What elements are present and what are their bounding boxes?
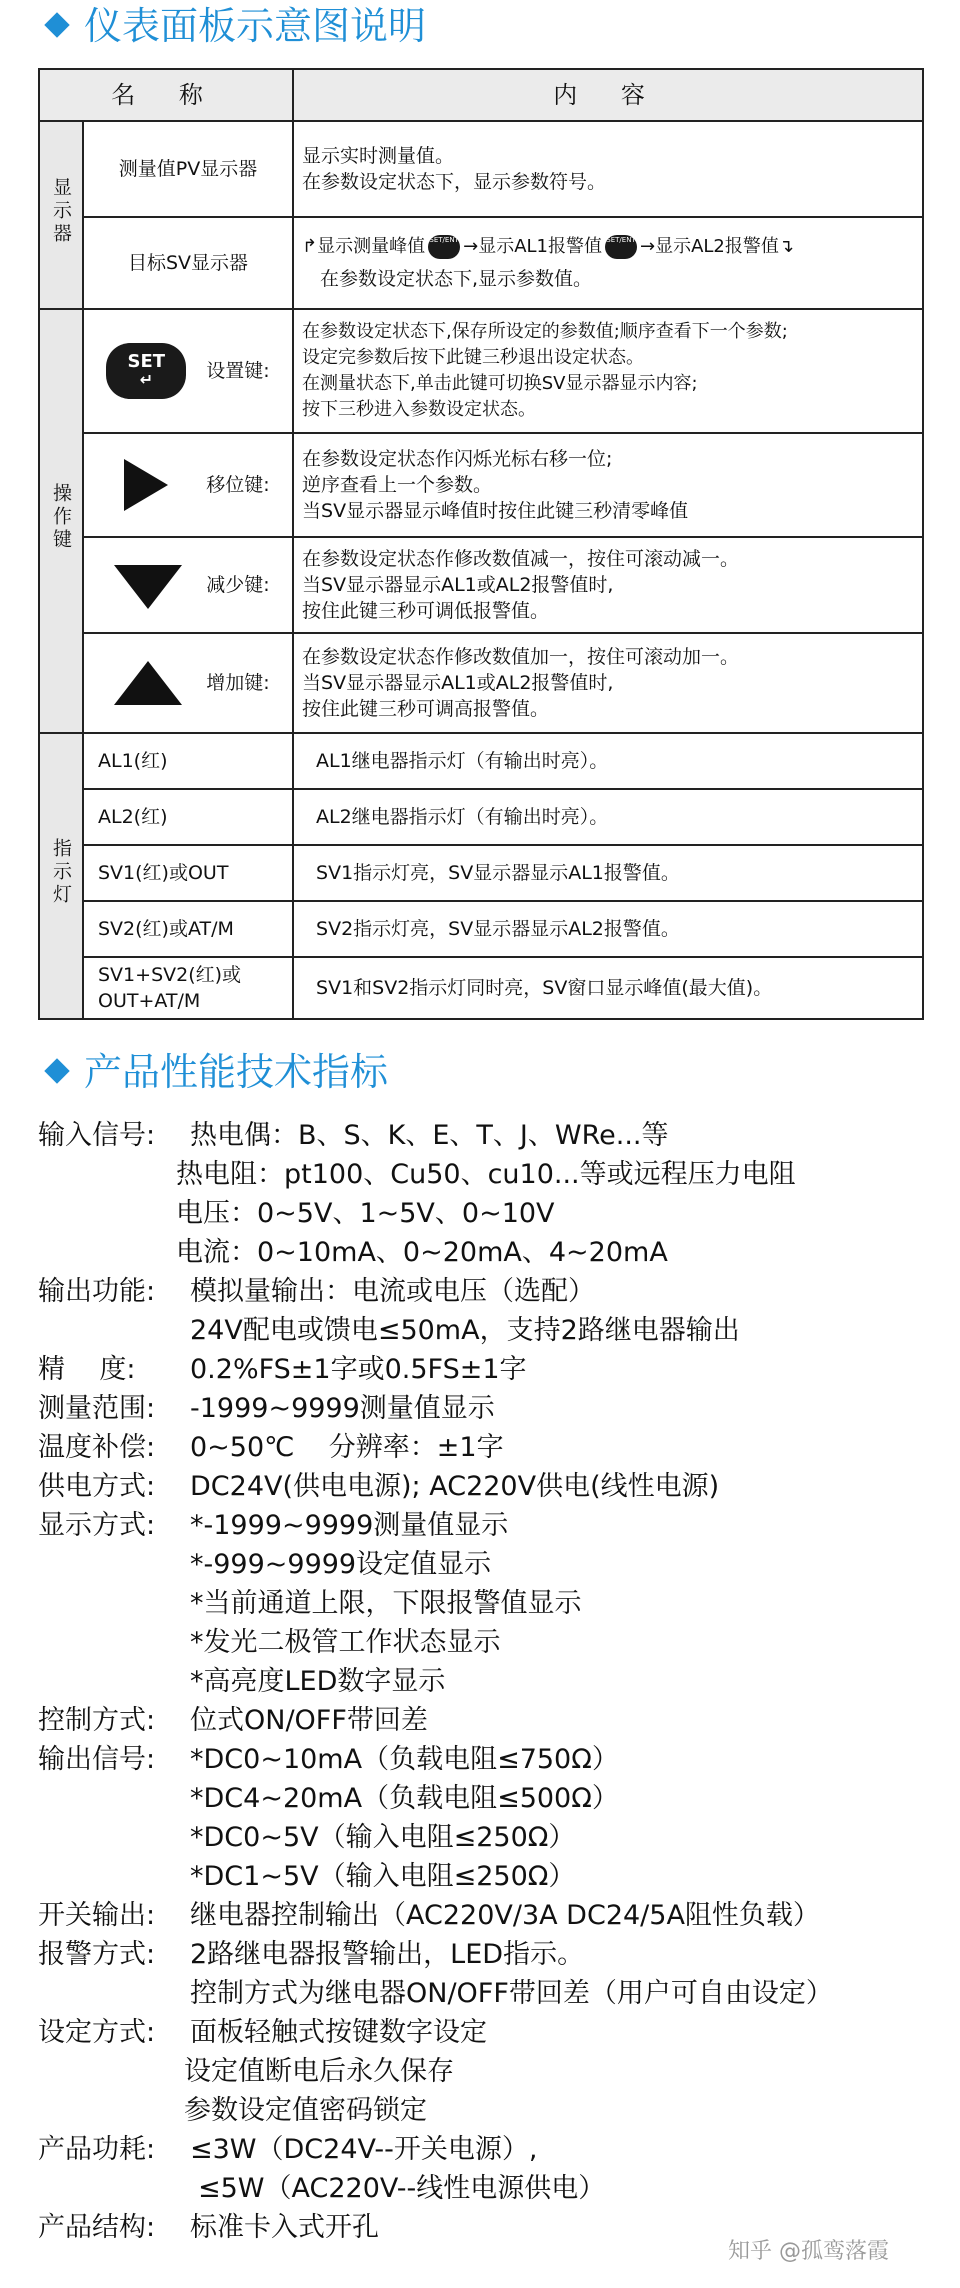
row-content: 在参数设定状态下,保存所设定的参数值;顺序查看下一个参数; 设定完参数后按下此键三秒退出设定状态。 在测量状态下,单击此键可切换SV显示器显示内容; 按下三秒进入参数设定状态。 [293, 309, 923, 433]
category-keys: 操作键 [39, 309, 83, 733]
row-content: AL1继电器指示灯（有输出时亮）。 [293, 733, 923, 789]
header-name: 名 称 [39, 69, 293, 121]
spec-item: 开关输出: 继电器控制输出（AC220V/3A DC24/5A阻性负载） [38, 1900, 820, 1931]
sv-display-flow: ↱ 显示测量峰值 SET/ENT → 显示AL1报警值 SET/ENT → 显示AL2报警值 ↴ [302, 234, 914, 260]
spec-item: 输入信号: 热电偶：B、S、K、E、T、J、WRe...等 [38, 1120, 669, 1151]
row-name: AL1(红) [83, 733, 293, 789]
row-name: 减少键: [83, 537, 293, 633]
row-content: SV1和SV2指示灯同时亮，SV窗口显示峰值(最大值)。 [293, 957, 923, 1019]
row-content: SV2指示灯亮，SV显示器显示AL2报警值。 [293, 901, 923, 957]
row-name: 目标SV显示器 [83, 217, 293, 309]
spec-item: 报警方式: 2路继电器报警输出，LED指示。 [38, 1939, 585, 1970]
header-content: 内 容 [293, 69, 923, 121]
right-arrow-key-icon [106, 453, 190, 517]
row-content: AL2继电器指示灯（有输出时亮）。 [293, 789, 923, 845]
table-row [39, 217, 923, 309]
spec-item: 输出功能: 模拟量输出：电流或电压（选配） [38, 1276, 595, 1307]
row-name: SV1+SV2(红)或 OUT+AT/M [83, 957, 293, 1019]
set-key-chip-icon: SET/ENT [605, 235, 637, 259]
category-lights: 指示灯 [39, 733, 83, 1019]
row-name: SV2(红)或AT/M [83, 901, 293, 957]
row-content: 显示实时测量值。 在参数设定状态下，显示参数符号。 [293, 121, 923, 217]
up-arrow-key-icon [106, 651, 190, 715]
table-row [39, 433, 923, 537]
spec-item: 测量范围: -1999~9999测量值显示 [38, 1393, 495, 1424]
flow-arrow-icon: → [463, 236, 479, 257]
spec-item: 温度补偿: 0~50℃ 分辨率：±1字 [38, 1432, 504, 1463]
row-content: SV1指示灯亮，SV显示器显示AL1报警值。 [293, 845, 923, 901]
row-name: SET ↵ 设置键: [83, 309, 293, 433]
table-row [39, 633, 923, 733]
down-arrow-key-icon [106, 553, 190, 617]
spec-item: 设定方式: 面板轻触式按键数字设定 [38, 2017, 487, 2048]
watermark: 知乎 @孤鸾落霞 [728, 2239, 889, 2264]
set-key-chip-icon: SET/ENT [428, 235, 460, 259]
table-row [39, 733, 923, 789]
table-row [39, 901, 923, 957]
row-content: 在参数设定状态作修改数值加一，按住可滚动加一。 当SV显示器显示AL1或AL2报警值时, 按住此键三秒可调高报警值。 [293, 633, 923, 733]
set-key-icon: SET ↵ [106, 339, 190, 403]
table-header-row [39, 69, 923, 121]
flow-return-arrow-icon: ↴ [778, 236, 794, 257]
table-row [39, 957, 923, 1019]
row-content: 在参数设定状态作闪烁光标右移一位; 逆序查看上一个参数。 当SV显示器显示峰值时按住此键三秒清零峰值 [293, 433, 923, 537]
table-row [39, 789, 923, 845]
row-name: AL2(红) [83, 789, 293, 845]
flow-arrow-icon: → [640, 236, 656, 257]
spec-item: 产品结构: 标准卡入式开孔 [38, 2212, 379, 2243]
panel-description-table [38, 68, 924, 1020]
spec-list: 输入信号: 热电偶：B、S、K、E、T、J、WRe...等 热电阻：pt100、Cu50、cu10...等或远程压力电阻 电压：0~5V、1~5V、0~10V 电流：0~10mA、0~20mA、4~20mA 输出功能: 模拟量输出：电流或电压（选配） 24V配电或馈电≤50mA，支持2路继电器输出 精 度: 0.2%FS±1字或0.5FS±1字 测量范围: -1999~9999测量值显示 温度补偿: 0~50℃ 分辨率：±1字 供电方式: DC24V(供电电源); AC220V供电(线性电源) 显示方式: *-1999~9999测量值显示 *-999~9999设定值显示 *当前通道上限，下限报警值显示 *发光二极管工作状态显示 *高亮度LED数字显示 控制方式: 位式ON/OFF带回差 输出信号: *DC0~10mA（负载电阻≤750Ω） *DC4~20mA（负载电阻≤500Ω） *DC0~5V（输入电阻≤250Ω） *DC1~5V（输入电阻≤250Ω） 开关输出: 继电器控制输出（AC220V/3A DC24/5A阻性负载） 报警方式: 2路继电器报警输出，LED指示。 控制方式为继电器ON/OFF带回差（用户可自由设定） 设定方式: 面板轻触式按键数字设定 设定值断电后永久保存 参数设定值密码锁定 产品功耗: ≤3W（DC24V--开关电源）, ≤5W（AC220V--线性电源供电） 产品结构: 标准卡入式开孔 [38, 1116, 938, 2247]
row-content: ↱ 显示测量峰值 SET/ENT → 显示AL1报警值 SET/ENT → 显示AL2报警值 ↴ 在参数设定状态下,显示参数值。 [293, 217, 923, 309]
spec-item: 产品功耗: ≤3W（DC24V--开关电源）, [38, 2134, 538, 2165]
spec-item: 显示方式: *-1999~9999测量值显示 [38, 1510, 509, 1541]
row-content: 在参数设定状态作修改数值减一，按住可滚动减一。 当SV显示器显示AL1或AL2报警值时, 按住此键三秒可调低报警值。 [293, 537, 923, 633]
spec-item: 供电方式: DC24V(供电电源); AC220V供电(线性电源) [38, 1471, 720, 1502]
row-name: 增加键: [83, 633, 293, 733]
row-name: SV1(红)或OUT [83, 845, 293, 901]
row-name: 移位键: [83, 433, 293, 537]
table-row [39, 845, 923, 901]
diamond-bullet-icon [44, 1058, 69, 1083]
table-row [39, 537, 923, 633]
diamond-bullet-icon [44, 12, 69, 37]
row-name: 测量值PV显示器 [83, 121, 293, 217]
table-row [39, 121, 923, 217]
spec-item: 精 度: 0.2%FS±1字或0.5FS±1字 [38, 1354, 527, 1385]
category-display: 显示器 [39, 121, 83, 309]
spec-item: 输出信号: *DC0~10mA（负载电阻≤750Ω） [38, 1744, 619, 1775]
section-title-specs: 产品性能技术指标 [42, 1046, 388, 1098]
spec-item: 控制方式: 位式ON/OFF带回差 [38, 1705, 428, 1736]
table-row [39, 309, 923, 433]
flow-start-arrow-icon: ↱ [302, 236, 318, 257]
section-title-panel: 仪表面板示意图说明 [42, 0, 426, 52]
